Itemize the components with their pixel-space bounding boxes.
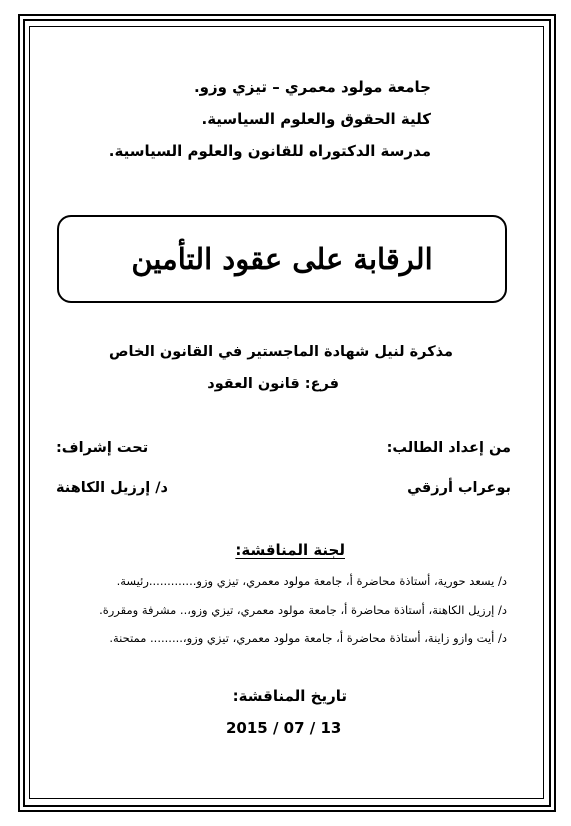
defense-date-label: تاريخ المناقشة: bbox=[232, 687, 347, 705]
title-box bbox=[57, 215, 507, 303]
committee-member: د/ يسعد حورية، أستاذة محاضرة أ، جامعة مولود معمري، تيزي وزو.............رئيسة. bbox=[116, 574, 507, 588]
thesis-title: الرقابة على عقود التأمين bbox=[131, 242, 433, 276]
committee-member: د/ أيت وازو زاينة، أستاذة محاضرة أ، جامعة مولود معمري، تيزي وزو،......... ممتحنة. bbox=[109, 631, 507, 645]
faculty-name: كلية الحقوق والعلوم السياسية. bbox=[201, 110, 431, 128]
supervisor-label: تحت إشراف: bbox=[56, 440, 149, 456]
student-name: بوعراب أرزقي bbox=[407, 480, 511, 496]
defense-date: 2015 / 07 / 13 bbox=[226, 719, 342, 737]
committee-member: د/ إرزيل الكاهنة، أستاذة محاضرة أ، جامعة مولود معمري، تيزي وزو،.. مشرفة ومقررة. bbox=[99, 603, 507, 617]
university-name: جامعة مولود معمري – تيزي وزو. bbox=[193, 78, 431, 96]
degree-statement: مذكرة لنيل شهادة الماجستير في القانون الخاص bbox=[109, 344, 453, 360]
committee-heading: لجنة المناقشة: bbox=[235, 541, 345, 559]
doctoral-school-name: مدرسة الدكتوراه للقانون والعلوم السياسية. bbox=[108, 142, 431, 160]
student-label: من إعداد الطالب: bbox=[386, 440, 511, 456]
branch-label: فرع: قانون العقود bbox=[207, 376, 339, 392]
supervisor-name: د/ إرزيل الكاهنة bbox=[56, 480, 168, 496]
